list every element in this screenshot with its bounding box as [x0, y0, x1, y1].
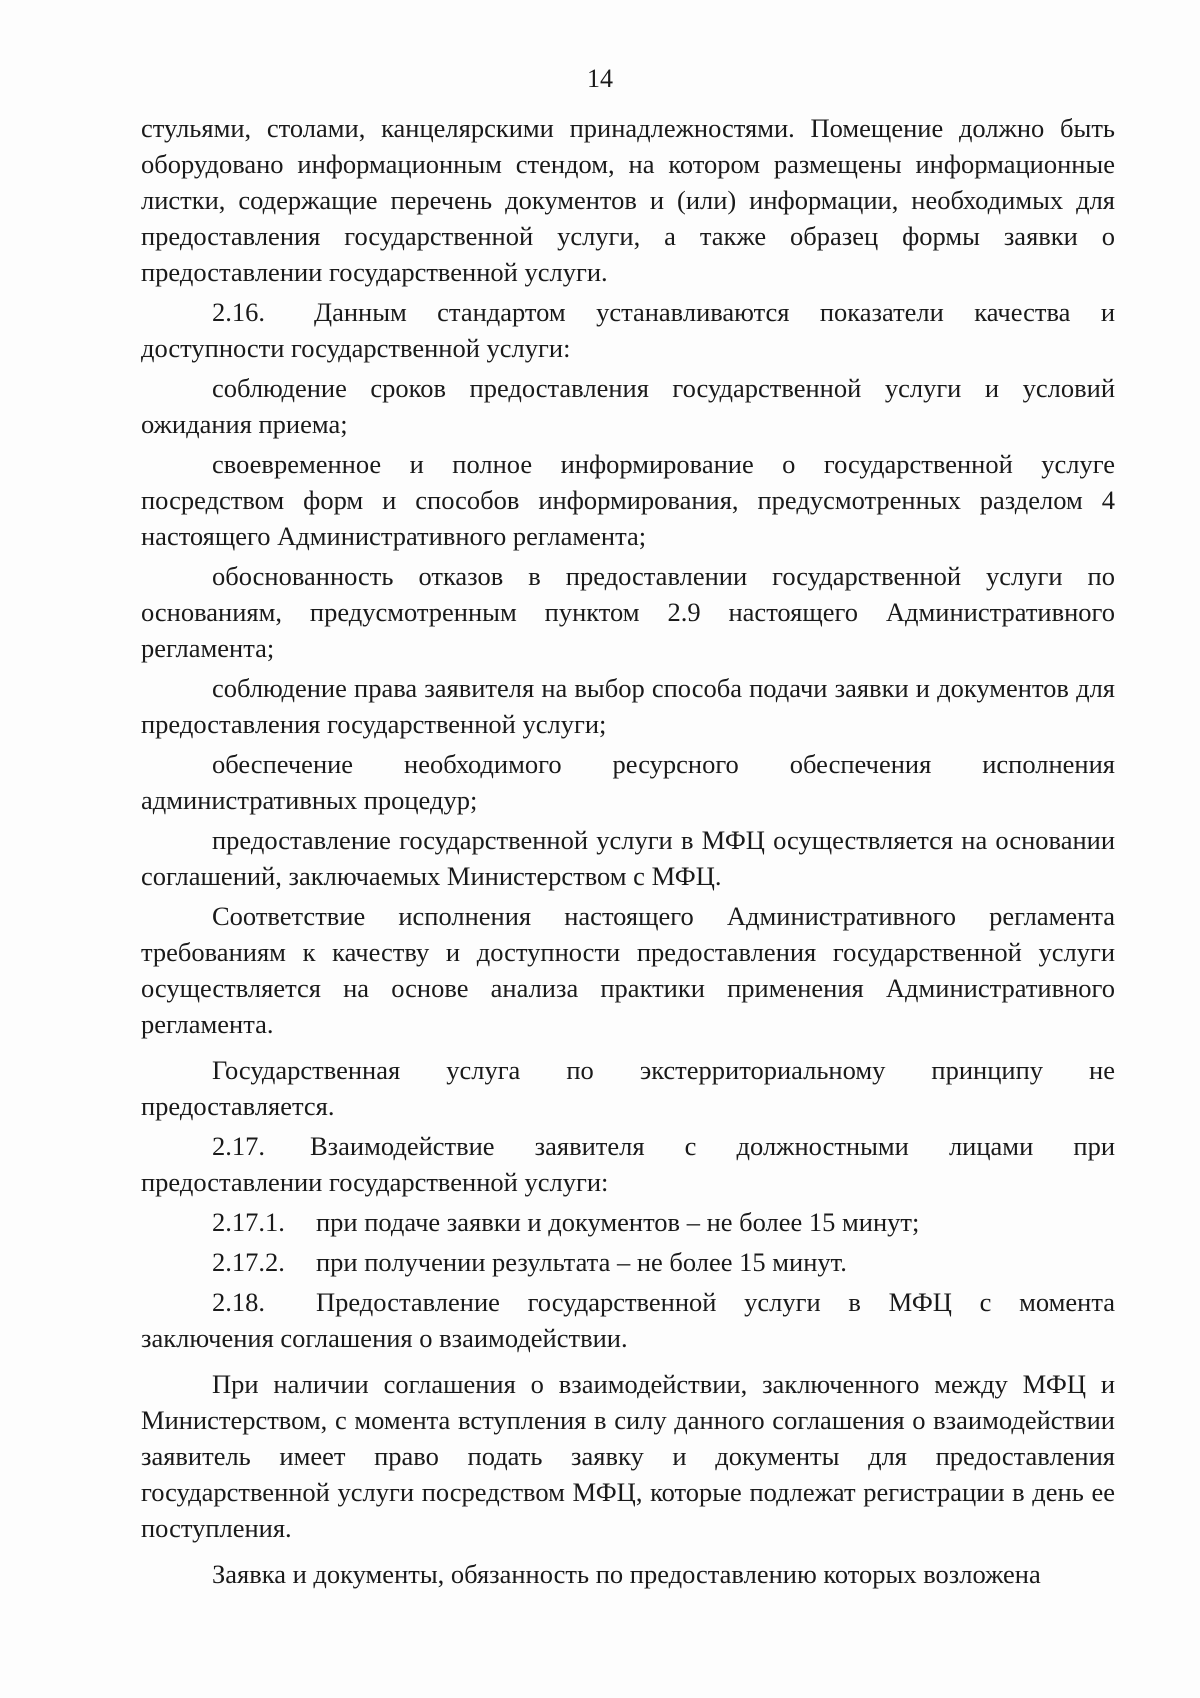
paragraph-compliance: Соответствие исполнения настоящего Административного регламента требованиям к качеству и доступности предоставления государственной услуги осуществляется на основе анализа практики применения Административного регламента.: [141, 901, 1115, 1039]
paragraph-last: Заявка и документы, обязанность по предоставлению которых возложена: [212, 1559, 1041, 1589]
section-2-16: [141, 294, 1115, 366]
page-number: 14: [587, 64, 613, 93]
section-2-17-2: [141, 1244, 1115, 1280]
list-item-deadlines: соблюдение сроков предоставления государственной услуги и условий ожидания приема;: [141, 373, 1115, 439]
section-2-17-1: [141, 1204, 1115, 1240]
section-text: Данным стандартом устанавливаются показатели качества и доступности государственной услуги:: [141, 297, 1115, 363]
section-text: при подаче заявки и документов – не более 15 минут;: [316, 1207, 920, 1237]
paragraph-intro: стульями, столами, канцелярскими принадлежностями. Помещение должно быть оборудовано информационным стендом, на котором размещены информационные листки, содержащие перечень документов и (или) информации, необходимых для предоставления государственной услуги, а также образец формы заявки о предоставлении государственной услуги.: [141, 113, 1115, 287]
section-text: Взаимодействие заявителя с должностными лицами при предоставлении государственной услуги:: [141, 1131, 1115, 1197]
section-number: 2.17.2.: [212, 1247, 285, 1277]
section-2-17: [141, 1128, 1115, 1200]
paragraph-extraterritorial: Государственная услуга по экстерриториальному принципу не предоставляется.: [141, 1055, 1115, 1121]
document-body: [141, 110, 1115, 1592]
section-number: 2.17.1.: [212, 1207, 285, 1237]
paragraph-agreement: При наличии соглашения о взаимодействии, заключенного между МФЦ и Министерством, с момента вступления в силу данного соглашения о взаимодействии заявитель имеет право подать заявку и документы для предоставления государственной услуги посредством МФЦ, которые подлежат регистрации в день ее поступления.: [141, 1369, 1115, 1543]
section-number: 2.16.: [212, 297, 265, 327]
list-item-resources: обеспечение необходимого ресурсного обеспечения исполнения административных процедур;: [141, 749, 1115, 815]
section-text: при получении результата – не более 15 минут.: [316, 1247, 847, 1277]
section-number: 2.18.: [212, 1287, 265, 1317]
section-number: 2.17.: [212, 1131, 265, 1161]
list-item-choice: соблюдение права заявителя на выбор способа подачи заявки и документов для предоставления государственной услуги;: [141, 673, 1115, 739]
list-item-mfc: предоставление государственной услуги в МФЦ осуществляется на основании соглашений, заключаемых Министерством с МФЦ.: [141, 825, 1115, 891]
list-item-informing: своевременное и полное информирование о государственной услуге посредством форм и способов информирования, предусмотренных разделом 4 настоящего Административного регламента;: [141, 449, 1115, 551]
section-2-18: [141, 1284, 1115, 1356]
section-text: Предоставление государственной услуги в МФЦ с момента заключения соглашения о взаимодействии.: [141, 1287, 1115, 1353]
list-item-refusals: обоснованность отказов в предоставлении государственной услуги по основаниям, предусмотренным пунктом 2.9 настоящего Административного регламента;: [141, 561, 1115, 663]
